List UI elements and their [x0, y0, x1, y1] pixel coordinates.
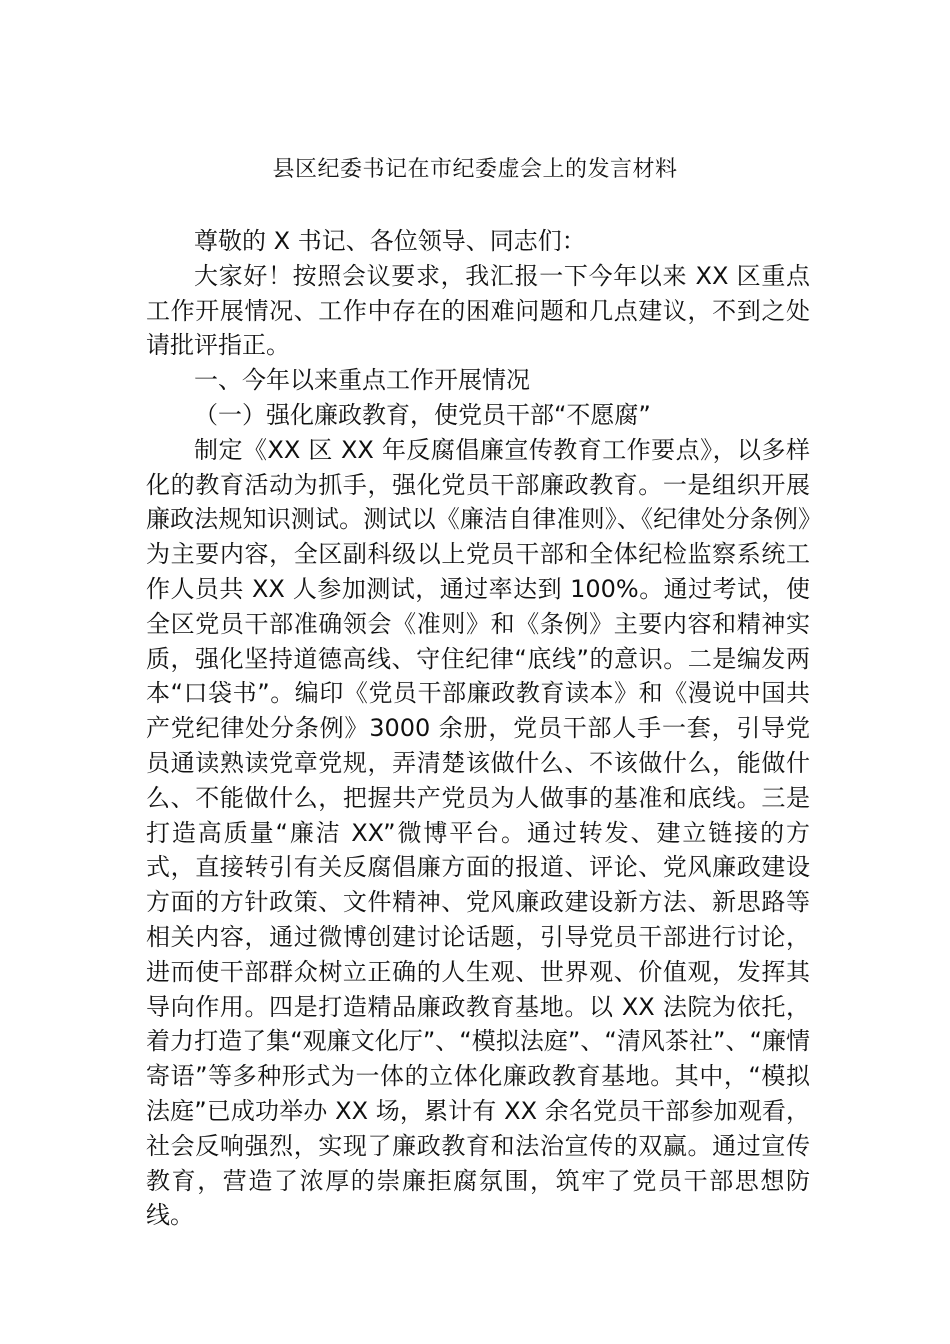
- body-paragraph: 制定《XX 区 XX 年反腐倡廉宣传教育工作要点》，以多样化的教育活动为抓手，强化党员干部廉政教育。一是组织开展廉政法规知识测试。测试以《廉洁自律准则》、《纪律处分条例》为主要内容，全区副科级以上党员干部和全体纪检监察系统工作人员共 XX 人参加测试，通过率达到 100%。通过考试，使全区党员干部准确领会《准则》和《条例》主要内容和精神实质，强化坚持道德高线、守住纪律“底线”的意识。二是编发两本“口袋书”。编印《党员干部廉政教育读本》和《漫说中国共产党纪律处分条例》3000 余册，党员干部人手一套，引导党员通读熟读党章党规，弄清楚该做什么、不该做什么，能做什么、不能做什么，把握共产党员为人做事的基准和底线。三是打造高质量“廉洁 XX”微博平台。通过转发、建立链接的方式，直接转引有关反腐倡廉方面的报道、评论、党风廉政建设方面的方针政策、文件精神、党风廉政建设新方法、新思路等相关内容，通过微博创建讨论话题，引导党员干部进行讨论，进而使干部群众树立正确的人生观、世界观、价值观，发挥其导向作用。四是打造精品廉政教育基地。以 XX 法院为依托，着力打造了集“观廉文化厅”、“模拟法庭”、“清风茶社”、“廉情寄语”等多种形式为一体的立体化廉政教育基地。其中，“模拟法庭”已成功举办 XX 场，累计有 XX 余名党员干部参加观看，社会反响强烈，实现了廉政教育和法治宣传的双赢。通过宣传教育，营造了浓厚的崇廉拒腐氛围，筑牢了党员干部思想防线。: [146, 435, 810, 1230]
- section-heading: 一、今年以来重点工作开展情况: [194, 366, 530, 395]
- document-title: 县区纪委书记在市纪委虚会上的发言材料: [272, 157, 678, 182]
- salutation: 尊敬的 X 书记、各位领导、同志们：: [194, 227, 586, 255]
- document-body: [146, 224, 810, 1233]
- subsection-heading: （一）强化廉政教育，使党员干部“不愿腐”: [194, 400, 651, 429]
- opening-paragraph: 大家好！按照会议要求，我汇报一下今年以来 XX 区重点工作开展情况、工作中存在的困难问题和几点建议，不到之处请批评指正。: [146, 261, 810, 360]
